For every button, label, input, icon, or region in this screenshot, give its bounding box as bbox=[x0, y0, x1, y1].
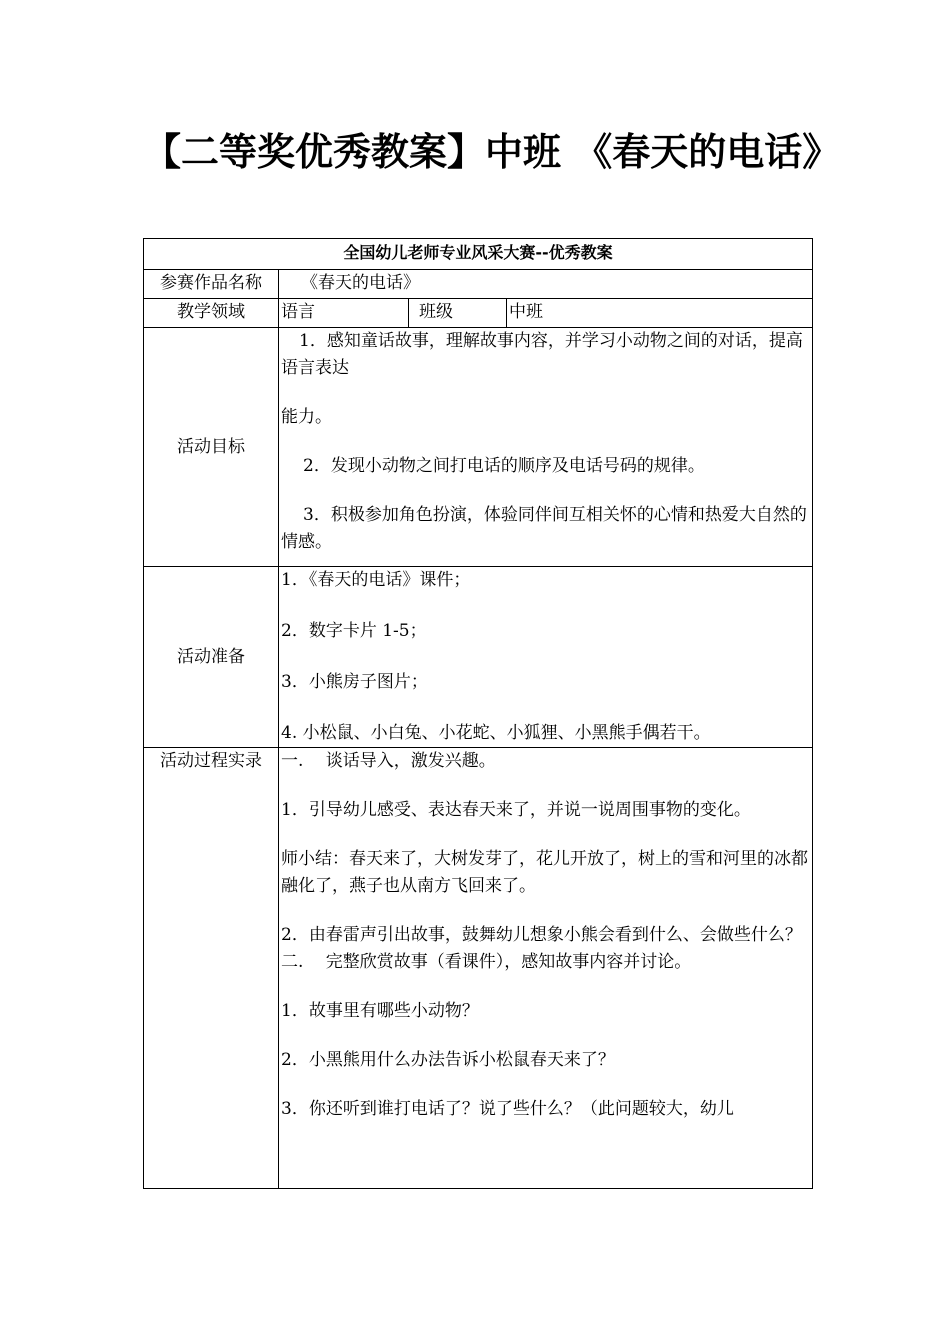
lesson-plan-table bbox=[143, 238, 825, 1189]
process-item: 2．由春雷声引出故事，鼓舞幼儿想象小熊会看到什么、会做些什么？ 二. 完整欣赏故事（看课件），感知故事内容并讨论。 bbox=[281, 925, 825, 972]
prep-item: 4. 小松鼠、小白兔、小花蛇、小狐狸、小黑熊手偶若干。 bbox=[281, 723, 711, 743]
domain-label: 教学领域 bbox=[144, 299, 279, 328]
work-name-value: 《春天的电话》 bbox=[279, 270, 813, 299]
goal-item: 能力。 bbox=[281, 407, 332, 427]
prep-item: 2．数字卡片 1-5； bbox=[281, 621, 427, 641]
process-item: 3．你还听到谁打电话了？说了些什么？（此问题较大，幼儿 bbox=[281, 1099, 734, 1119]
prep-label: 活动准备 bbox=[144, 567, 279, 748]
prep-item: 1．《春天的电话》课件； bbox=[281, 570, 471, 590]
domain-value: 语言 bbox=[279, 299, 409, 328]
goal-item: 2．发现小动物之间打电话的顺序及电话号码的规律。 bbox=[303, 456, 705, 476]
process-item: 1．故事里有哪些小动物？ bbox=[281, 1001, 479, 1021]
goal-item: 1．感知童话故事，理解故事内容，并学习小动物之间的对话，提高语言表达 bbox=[281, 331, 803, 378]
goals-label: 活动目标 bbox=[144, 328, 279, 567]
goal-item: 3．积极参加角色扮演，体验同伴间互相关怀的心情和热爱大自然的情感。 bbox=[281, 505, 807, 552]
process-cell bbox=[279, 748, 825, 1189]
goals-cell bbox=[279, 328, 813, 567]
class-value: 中班 bbox=[507, 299, 813, 328]
class-label: 班级 bbox=[409, 299, 507, 328]
process-item: 一. 谈话导入，激发兴趣。 bbox=[281, 751, 496, 771]
prep-item: 3．小熊房子图片； bbox=[281, 672, 428, 692]
process-item: 1．引导幼儿感受、表达春天来了，并说一说周围事物的变化。 bbox=[281, 800, 751, 820]
document-title: 【二等奖优秀教案】中班 《春天的电话》 bbox=[143, 130, 841, 174]
prep-cell bbox=[279, 567, 813, 748]
work-name-label: 参赛作品名称 bbox=[144, 270, 279, 299]
table-header: 全国幼儿老师专业风采大赛--优秀教案 bbox=[144, 239, 813, 270]
process-label: 活动过程实录 bbox=[144, 748, 279, 1189]
process-item: 师小结：春天来了，大树发芽了，花儿开放了，树上的雪和河里的冰都融化了，燕子也从南方飞回来了。 bbox=[281, 849, 808, 896]
process-item: 2．小黑熊用什么办法告诉小松鼠春天来了？ bbox=[281, 1050, 615, 1070]
